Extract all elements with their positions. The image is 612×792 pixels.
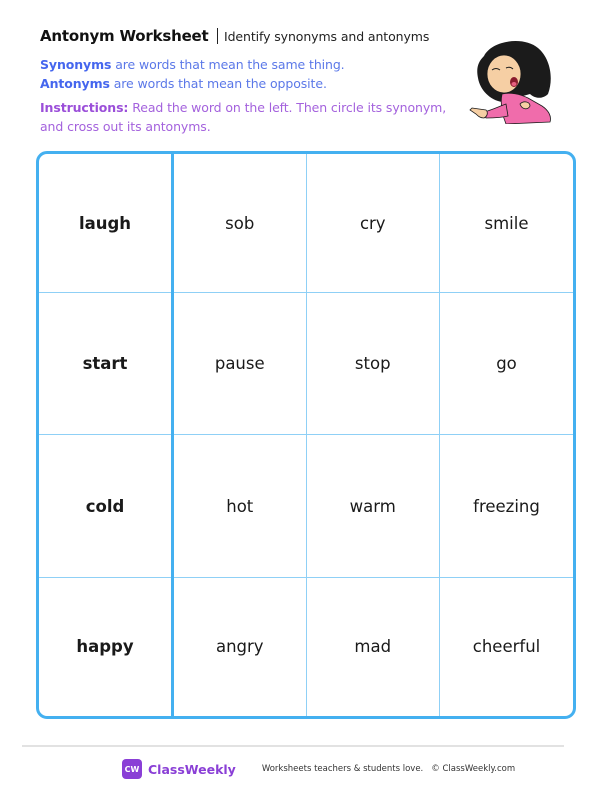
instructions [40,99,450,136]
word-table [39,154,573,716]
target-word: start [39,293,173,435]
synonyms-text: are words that mean the same thing. [111,57,345,72]
word-option[interactable]: cry [306,154,440,293]
instructions-label: Instructions: [40,100,129,115]
classweekly-logo-icon: CW [122,759,142,779]
word-option[interactable]: hot [173,435,307,577]
header [40,27,429,45]
word-option[interactable]: mad [306,577,440,716]
word-option[interactable]: freezing [440,435,574,577]
antonyms-term: Antonyms [40,75,110,91]
target-word: happy [39,577,173,716]
antonyms-definition [40,75,345,94]
synonyms-term: Synonyms [40,57,112,72]
table-row [39,577,573,716]
target-word: laugh [39,154,173,293]
word-option[interactable]: sob [173,154,307,293]
footer [122,759,515,779]
table-row [39,154,573,293]
table-row [39,435,573,577]
word-option[interactable]: warm [306,435,440,577]
word-option[interactable]: angry [173,577,307,716]
synonyms-definition [40,56,345,75]
title-divider [217,28,219,44]
table-row [39,293,573,435]
footer-tagline: Worksheets teachers & students love. [261,764,424,774]
antonyms-text: are words that mean the opposite. [109,75,327,91]
instructions-text: Read the word on the left. Then circle its synonym, and cross out its antonyms. [40,100,447,134]
footer-copyright: © ClassWeekly.com [431,764,516,774]
footer-divider [22,745,564,747]
cartoon-girl-icon [462,38,562,124]
word-option[interactable]: stop [306,293,440,435]
word-option[interactable]: smile [440,154,574,293]
word-option[interactable]: pause [173,293,307,435]
word-grid [36,151,576,719]
definitions [40,56,345,93]
target-word: cold [39,435,173,577]
brand-name: ClassWeekly [148,761,236,777]
word-option[interactable]: cheerful [440,577,574,716]
page-title: Antonym Worksheet [40,27,209,45]
page-subtitle: Identify synonyms and antonyms [224,28,430,44]
word-option[interactable]: go [440,293,574,435]
